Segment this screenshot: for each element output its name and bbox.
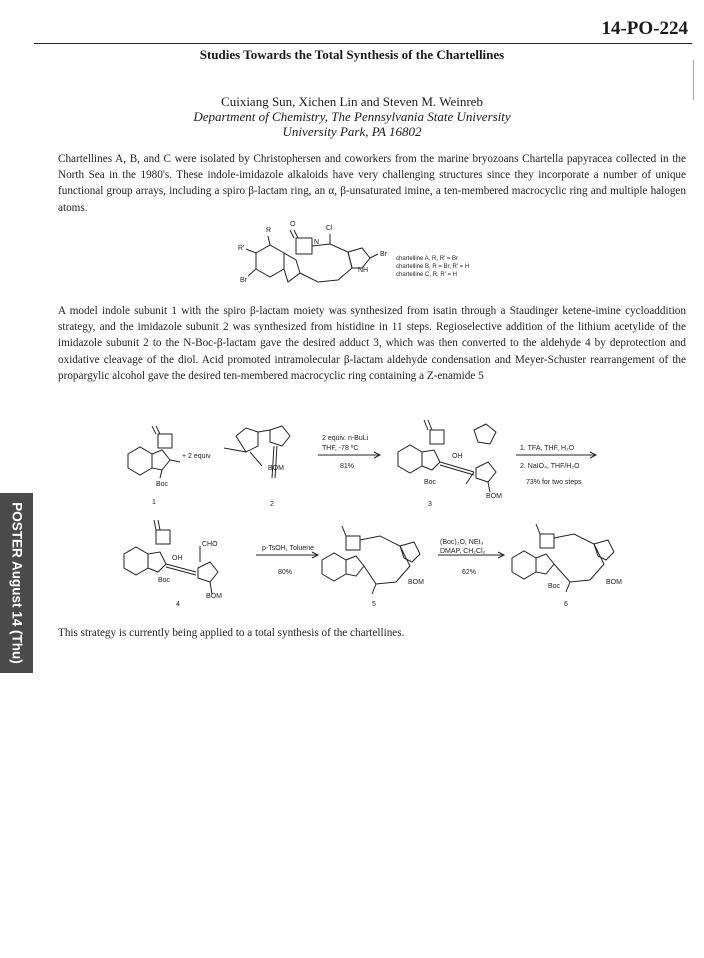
poster-code: 14-PO-224: [601, 18, 688, 39]
cmpd-1: 1: [152, 499, 156, 506]
label-R: R: [266, 227, 272, 234]
compound-6-structure: [512, 524, 614, 592]
bom-4: BOM: [206, 593, 222, 600]
label-O: O: [290, 221, 296, 228]
bom-5: BOM: [408, 579, 424, 586]
chartelline-structure: [246, 230, 378, 282]
oh-4: OH: [172, 555, 183, 562]
paragraph-synthesis: A model indole subunit 1 with the spiro β-lactam moiety was synthesized from isatin through a Staudinger ketene-imine cycloaddition strategy, and the imidazole subunit 2 was synthesized from histidine in 11 steps. Regioselective addition of the lithium acetylide of the imidazole subunit 2 to the N-Boc-β-lactam gave the desired adduct 3, which was then converted to the aldehyde 4 by deprotection and oxidative cleavage of the diol. Acid promoted intramolecular β-lactam aldehyde condensation and Meyer-Schuster rearrangement of the propargylic alcohol gave the desired ten-membered macrocyclic ring containing a Z-enamide 5: [58, 305, 686, 382]
paragraph-conclusion: This strategy is currently being applied to a total synthesis of the chartellines.: [58, 627, 405, 639]
legend-a: chartelline A, R, R' = Br: [396, 256, 459, 262]
label-NH: NH: [358, 267, 369, 274]
boc-1: Boc: [156, 481, 169, 488]
compound-4-structure: [124, 520, 218, 594]
cmpd-6: 6: [564, 601, 568, 608]
reagent-4-yield: 62%: [462, 569, 477, 576]
cmpd-4: 4: [176, 601, 180, 608]
label-Br-1: Br: [240, 277, 247, 284]
poster-date-text: POSTER August 14 (Thu): [9, 502, 24, 664]
compound-3-structure: [398, 420, 496, 492]
paragraph-intro: Chartellines A, B, and C were isolated by Christophersen and coworkers from the marine bryozoans Chartella papyracea collected in the North Sea in the 1980's. These indole-imidazole alkaloids have very challenging structures since they incorporate a number of unique functional group arrays, including a spiro β-lactam ring, an α, β-unsaturated imine, a ten-membered macrocyclic ring and multiple halogen atoms.: [58, 153, 686, 214]
affiliation-line-1: Department of Chemistry, The Pennsylvania State University: [193, 109, 511, 124]
cmpd-2: 2: [270, 501, 274, 508]
compound-1-structure: [128, 426, 180, 478]
label-Br-2: Br: [380, 251, 387, 258]
label-N: N: [314, 239, 320, 246]
cmpd-3: 3: [428, 501, 432, 508]
affiliation-line-2: University Park, PA 16802: [282, 124, 422, 139]
reagent-2-mid: 2. NaIO₄, THF/H₂O: [520, 463, 580, 470]
bom-2: BOM: [268, 465, 284, 472]
reagent-2-top: 1. TFA, THF, H₂O: [520, 445, 575, 452]
authors: Cuixiang Sun, Xichen Lin and Steven M. Weinreb: [221, 94, 483, 109]
compound-5-structure: [322, 526, 420, 594]
reagent-1-top: 2 equiv. n-BuLi: [322, 435, 369, 442]
boc-3: Boc: [424, 479, 437, 486]
legend-b: chartelline B, R = Br, R' = H: [396, 264, 470, 270]
legend-c: chartelline C, R, R' = H: [396, 272, 457, 278]
reagent-4-mid: DMAP, CH₂Cl₂: [440, 548, 486, 555]
label-R1: R': [238, 245, 245, 252]
poster-date-tab: [0, 493, 33, 673]
reagent-1-bottom: THF, -78 ºC: [322, 445, 359, 452]
boc-4: Boc: [158, 577, 171, 584]
reagent-2-yield: 73% for two steps: [526, 479, 582, 486]
boc-6: Boc: [548, 583, 561, 590]
plus-equiv: + 2 equiv: [182, 453, 211, 460]
cho-4: CHO: [202, 541, 218, 548]
cmpd-5: 5: [372, 601, 376, 608]
bom-6: BOM: [606, 579, 622, 586]
poster-title: Studies Towards the Total Synthesis of the Chartellines: [199, 47, 505, 62]
oh-3: OH: [452, 453, 463, 460]
reagent-1-yield: 81%: [340, 463, 355, 470]
reagent-4-top: (Boc)₂O, NEt₃: [440, 539, 484, 546]
reagent-3-yield: 80%: [278, 569, 293, 576]
label-Cl: Cl: [326, 225, 333, 232]
reagent-3-top: p-TsOH, Toluene: [262, 545, 315, 552]
bom-3: BOM: [486, 493, 502, 500]
